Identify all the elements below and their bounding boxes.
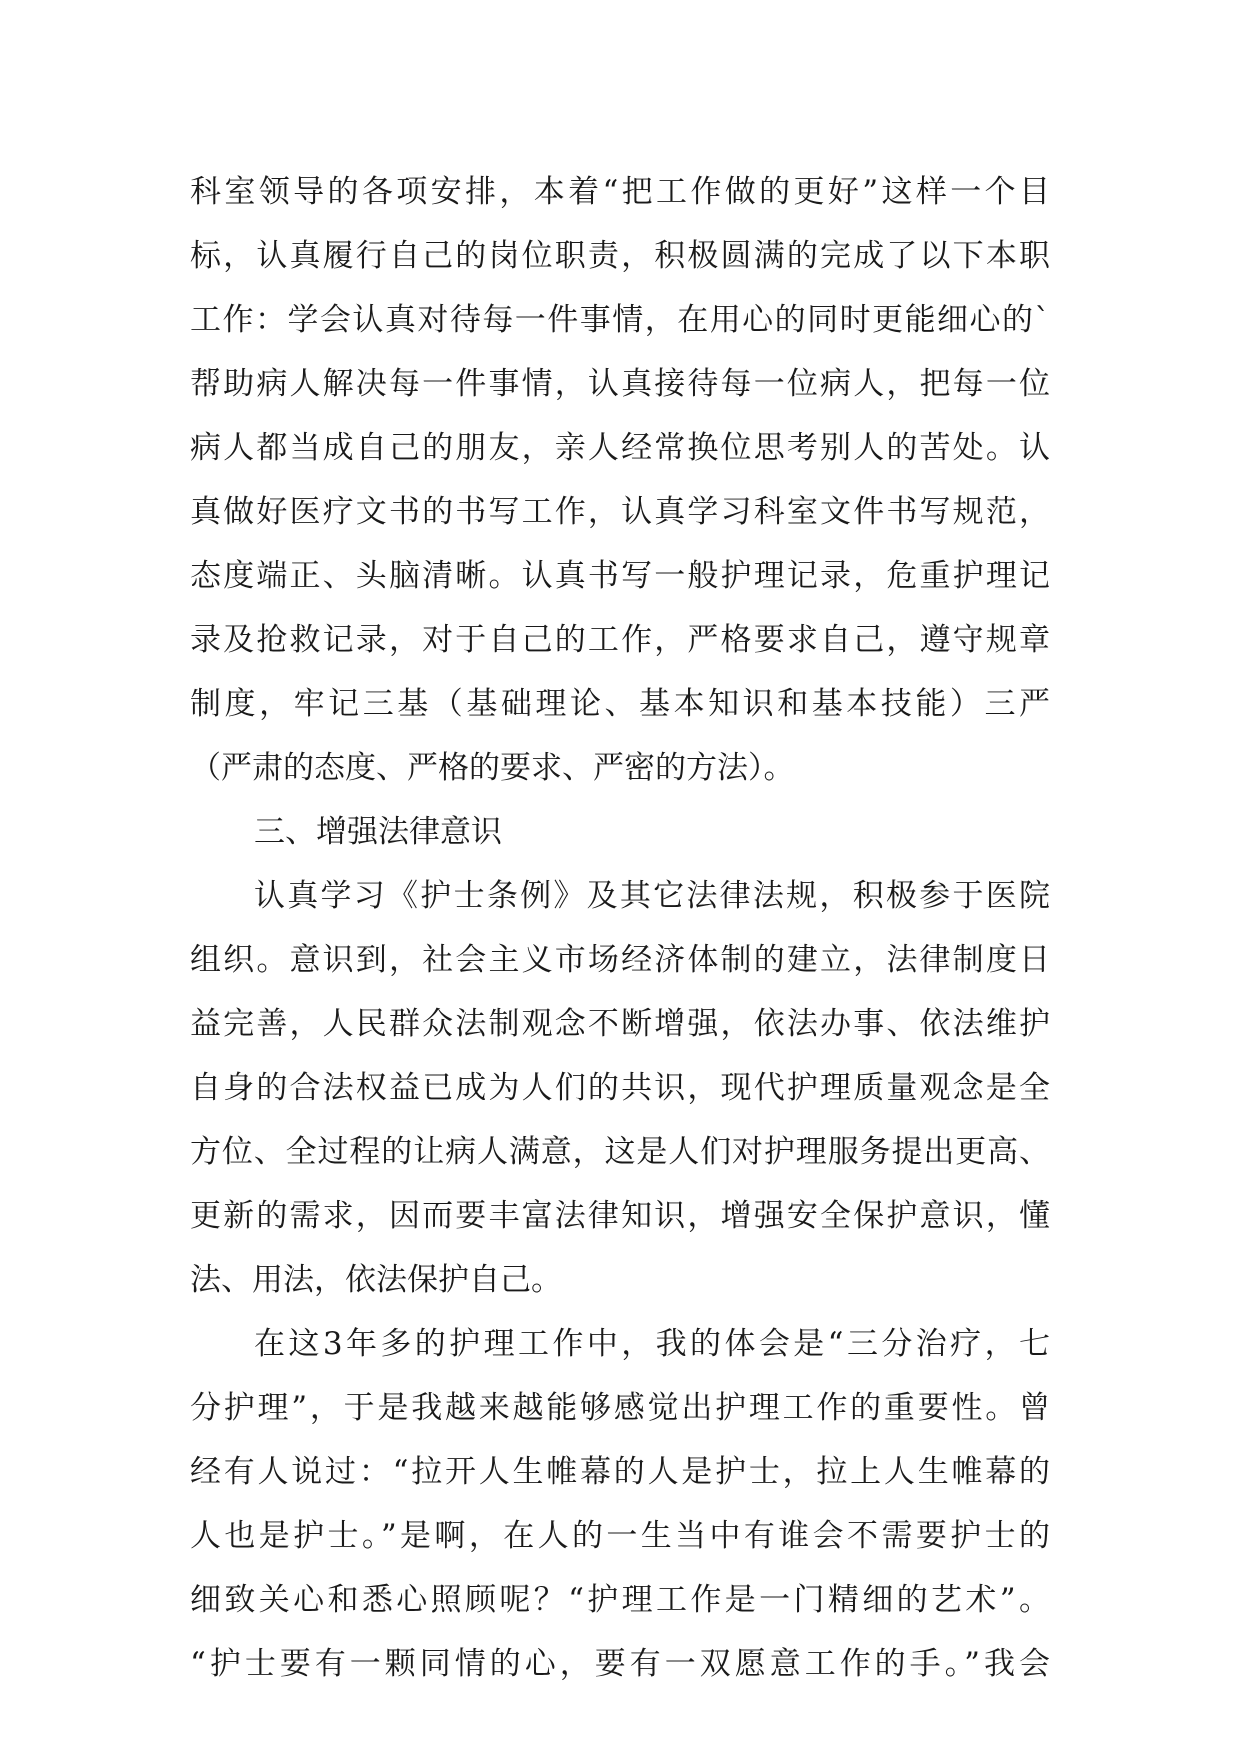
paragraph-line: （严肃的态度、严格的要求、严密的方法）。 <box>190 750 795 786</box>
paragraph-line: 法、用法，依法保护自己。 <box>190 1262 562 1298</box>
paragraph-line: 人也是护士。”是啊，在人的一生当中有谁会不需要护士的 <box>190 1518 1050 1554</box>
paragraph-line: 组织。意识到，社会主义市场经济体制的建立，法律制度日 <box>190 942 1050 978</box>
paragraph-line: 自身的合法权益已成为人们的共识，现代护理质量观念是全 <box>190 1070 1050 1106</box>
document-body <box>190 160 1050 1696</box>
paragraph-line: 科室领导的各项安排，本着“把工作做的更好”这样一个目 <box>190 174 1050 210</box>
paragraph-line: 工作：学会认真对待每一件事情，在用心的同时更能细心的` <box>190 302 1050 338</box>
paragraph-line: 方位、全过程的让病人满意，这是人们对护理服务提出更高、 <box>190 1134 1050 1170</box>
paragraph-line: 病人都当成自己的朋友，亲人经常换位思考别人的苦处。认 <box>190 430 1050 466</box>
paragraph-line: 经有人说过：“拉开人生帷幕的人是护士，拉上人生帷幕的 <box>190 1454 1050 1490</box>
paragraph-line: 态度端正、头脑清晰。认真书写一般护理记录，危重护理记 <box>190 558 1050 594</box>
section-heading: 三、增强法律意识 <box>254 814 502 850</box>
paragraph-line: 细致关心和悉心照顾呢？“护理工作是一门精细的艺术”。 <box>190 1582 1050 1618</box>
paragraph-line: “护士要有一颗同情的心，要有一双愿意工作的手。”我会 <box>190 1646 1050 1682</box>
paragraph-line: 益完善，人民群众法制观念不断增强，依法办事、依法维护 <box>190 1006 1050 1042</box>
paragraph-line: 帮助病人解决每一件事情，认真接待每一位病人，把每一位 <box>190 366 1050 402</box>
paragraph-line: 录及抢救记录，对于自己的工作，严格要求自己，遵守规章 <box>190 622 1050 658</box>
paragraph-line: 真做好医疗文书的书写工作，认真学习科室文件书写规范， <box>190 494 1050 530</box>
paragraph-line: 在这3年多的护理工作中，我的体会是“三分治疗，七 <box>254 1326 1050 1362</box>
paragraph-line: 认真学习《护士条例》及其它法律法规，积极参于医院 <box>254 878 1050 914</box>
paragraph-line: 制度，牢记三基（基础理论、基本知识和基本技能）三严 <box>190 686 1050 722</box>
paragraph-line: 分护理”，于是我越来越能够感觉出护理工作的重要性。曾 <box>190 1390 1050 1426</box>
paragraph-line: 更新的需求，因而要丰富法律知识，增强安全保护意识，懂 <box>190 1198 1050 1234</box>
paragraph-line: 标，认真履行自己的岗位职责，积极圆满的完成了以下本职 <box>190 238 1050 274</box>
